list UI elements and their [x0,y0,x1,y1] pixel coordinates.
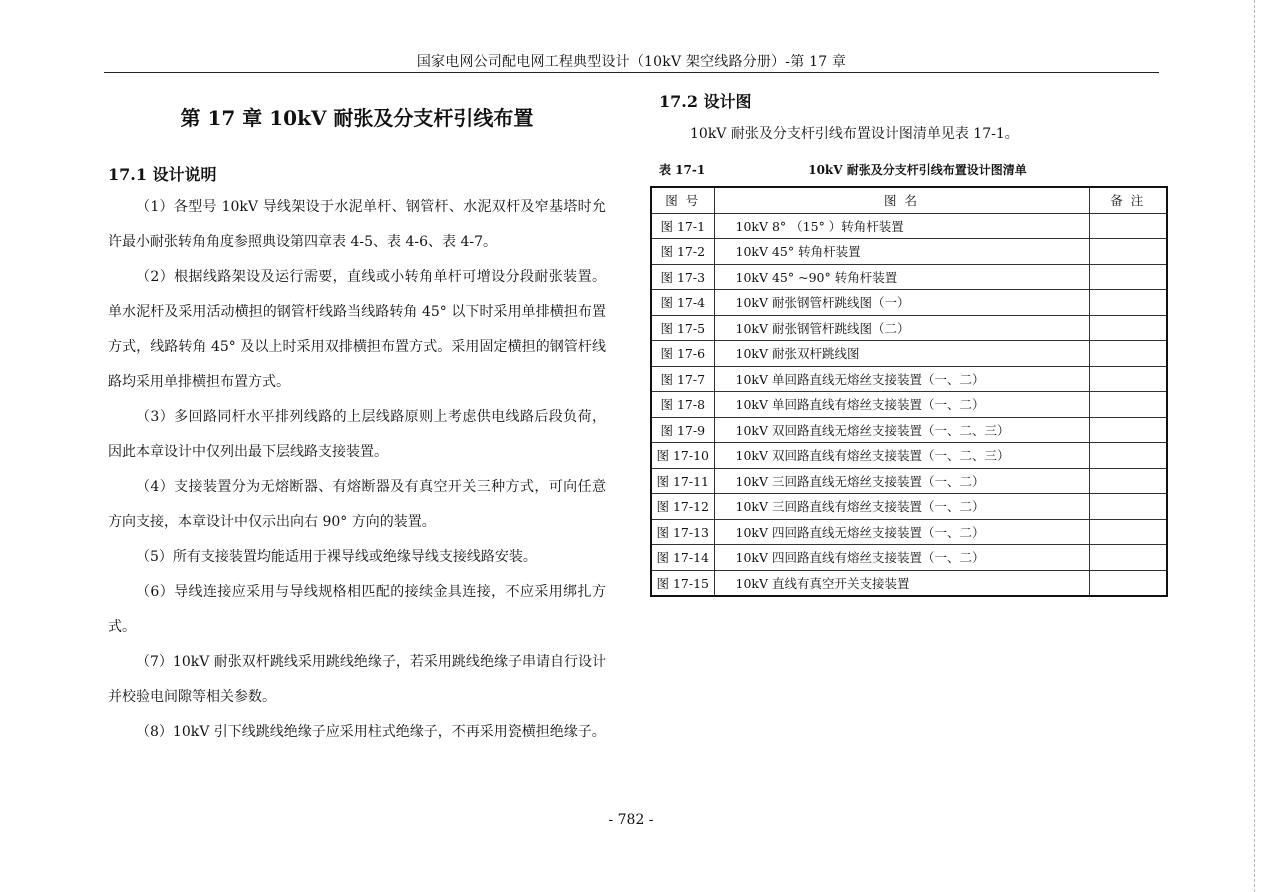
table-header-row [651,187,1167,213]
column-header-remarks: 备 注 [1089,187,1167,213]
drawing-number-cell: 图 17-5 [651,315,714,341]
table-row [651,392,1167,418]
remarks-cell [1089,264,1167,290]
remarks-cell [1089,366,1167,392]
table-row [651,315,1167,341]
drawing-number-cell: 图 17-8 [651,392,714,418]
header-divider [104,72,1159,73]
design-note-paragraph: （7）10kV 耐张双杆跳线采用跳线绝缘子，若采用跳线绝缘子串请自行设计并校验电间隙等相关参数。 [108,654,606,705]
design-note-paragraph: （8）10kV 引下线跳线绝缘子应采用柱式绝缘子，不再采用瓷横担绝缘子。 [136,724,606,740]
drawing-name-cell: 10kV 耐张双杆跳线图 [714,341,1089,367]
table-row [651,494,1167,520]
table-row [651,264,1167,290]
table-row [651,290,1167,316]
drawing-number-cell: 图 17-10 [651,443,714,469]
drawing-name-cell: 10kV 四回路直线无熔丝支接装置（一、二） [714,519,1089,545]
drawing-name-cell: 10kV 双回路直线有熔丝支接装置（一、二、三） [714,443,1089,469]
drawing-name-cell: 10kV 耐张钢管杆跳线图（一） [714,290,1089,316]
remarks-cell [1089,468,1167,494]
drawing-name-cell: 10kV 单回路直线无熔丝支接装置（一、二） [714,366,1089,392]
table-row [651,417,1167,443]
remarks-cell [1089,545,1167,571]
remarks-cell [1089,315,1167,341]
column-header-drawing-name: 图 名 [714,187,1089,213]
design-note-paragraph: （1）各型号 10kV 导线架设于水泥单杆、钢管杆、水泥双杆及窄基塔时允许最小耐张转角角度参照典设第四章表 4-5、表 4-6、表 4-7。 [108,199,606,250]
drawing-number-cell: 图 17-1 [651,213,714,239]
drawing-name-cell: 10kV 四回路直线有熔丝支接装置（一、二） [714,545,1089,571]
drawing-number-cell: 图 17-15 [651,570,714,596]
table-caption-id: 表 17-1 [659,163,706,177]
drawings-intro: 10kV 耐张及分支杆引线布置设计图清单见表 17-1。 [690,126,1019,142]
section-heading-drawings: 17.2 设计图 [659,92,752,111]
column-header-drawing-no: 图 号 [651,187,714,213]
remarks-cell [1089,417,1167,443]
design-note-paragraph: （6）导线连接应采用与导线规格相匹配的接续金具连接，不应采用绑扎方式。 [108,584,606,635]
remarks-cell [1089,392,1167,418]
remarks-cell [1089,494,1167,520]
table-row [651,213,1167,239]
drawing-number-cell: 图 17-3 [651,264,714,290]
design-note-paragraph: （4）支接装置分为无熔断器、有熔断器及有真空开关三种方式，可向任意方向支接，本章设计中仅示出向右 90° 方向的装置。 [108,479,606,530]
drawing-name-cell: 10kV 45° 转角杆装置 [714,239,1089,265]
drawing-name-cell: 10kV 三回路直线无熔丝支接装置（一、二） [714,468,1089,494]
drawing-number-cell: 图 17-2 [651,239,714,265]
remarks-cell [1089,341,1167,367]
drawing-name-cell: 10kV 耐张钢管杆跳线图（二） [714,315,1089,341]
drawing-number-cell: 图 17-9 [651,417,714,443]
design-note-paragraph: （5）所有支接装置均能适用于裸导线或绝缘导线支接线路安装。 [136,549,537,565]
table-caption-title: 10kV 耐张及分支杆引线布置设计图清单 [808,163,1027,177]
drawing-name-cell: 10kV 三回路直线有熔丝支接装置（一、二） [714,494,1089,520]
running-header-title: 国家电网公司配电网工程典型设计（10kV 架空线路分册）-第 17 章 [416,54,847,70]
table-row [651,468,1167,494]
table-row [651,545,1167,571]
drawing-number-cell: 图 17-13 [651,519,714,545]
drawing-name-cell: 10kV 8° （15° ）转角杆装置 [714,213,1089,239]
drawing-name-cell: 10kV 直线有真空开关支接装置 [714,570,1089,596]
drawing-number-cell: 图 17-7 [651,366,714,392]
design-note-paragraph: （3）多回路同杆水平排列线路的上层线路原则上考虑供电线路后段负荷，因此本章设计中仅列出最下层线路支接装置。 [108,409,606,460]
drawing-number-cell: 图 17-4 [651,290,714,316]
drawing-name-cell: 10kV 双回路直线无熔丝支接装置（一、二、三） [714,417,1089,443]
table-row [651,366,1167,392]
table-row [651,519,1167,545]
remarks-cell [1089,519,1167,545]
table-row [651,239,1167,265]
remarks-cell [1089,570,1167,596]
remarks-cell [1089,443,1167,469]
page-number: - 782 - [608,812,654,828]
remarks-cell [1089,239,1167,265]
drawing-name-cell: 10kV 单回路直线有熔丝支接装置（一、二） [714,392,1089,418]
page-edge-dashed-line [1254,0,1255,892]
table-row [651,570,1167,596]
drawing-name-cell: 10kV 45° ~90° 转角杆装置 [714,264,1089,290]
section-heading-design-notes: 17.1 设计说明 [108,165,217,184]
table-row [651,341,1167,367]
drawing-number-cell: 图 17-12 [651,494,714,520]
drawing-number-cell: 图 17-14 [651,545,714,571]
remarks-cell [1089,213,1167,239]
remarks-cell [1089,290,1167,316]
drawing-number-cell: 图 17-6 [651,341,714,367]
drawing-list-table [650,186,1168,597]
chapter-title: 第 17 章 10kV 耐张及分支杆引线布置 [180,106,534,130]
drawing-number-cell: 图 17-11 [651,468,714,494]
design-notes-body [108,190,606,750]
design-note-paragraph: （2）根据线路架设及运行需要，直线或小转角单杆可增设分段耐张装置。单水泥杆及采用活动横担的钢管杆线路当线路转角 45° 以下时采用单排横担布置方式，线路转角 45° 及以上时采用双排横担布置方式。采用固定横担的钢管杆线路均采用单排横担布置方式。 [108,269,606,390]
table-row [651,443,1167,469]
